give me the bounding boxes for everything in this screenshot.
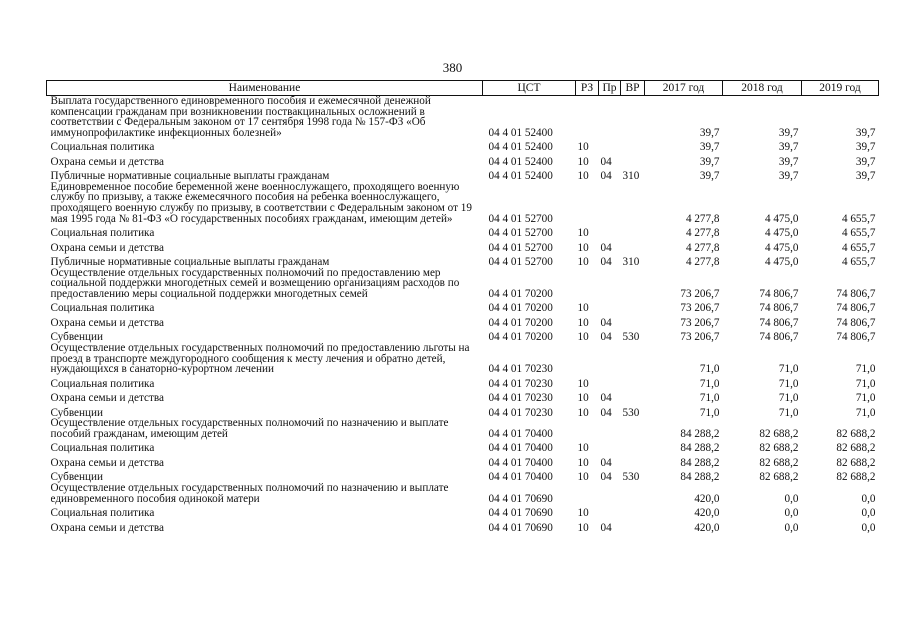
- table-row: [47, 329, 879, 344]
- cell-y2019: 82 688,2: [836, 442, 876, 455]
- table-body: [47, 96, 879, 534]
- table-row: [47, 300, 879, 315]
- cell-name: Осуществление отдельных государственных полномочий по предоставлению мер социальной поддержки многодетных семей и возмещению организациям расходов по предоставлению меры социальной поддержки многодетных семей: [50, 266, 460, 300]
- table-row: [47, 375, 879, 390]
- cell-cst: 04 4 01 70400: [488, 427, 553, 440]
- cell-y2018: 4 475,0: [764, 227, 799, 240]
- cell-y2018: 82 688,2: [759, 427, 799, 440]
- cell-name: Единовременное пособие беременной жене военнослужащего, проходящего военную службу по призыву, а также ежемесячного пособия на ребенка военнослужащего, проходящего военную службу по призыву, в соответствии с Федеральным законом от 19 мая 1995 года № 81-ФЗ «О государственных пособиях гражданам, имеющим детей»: [50, 180, 472, 225]
- cell-y2019: 0,0: [861, 521, 876, 534]
- cell-pr: 04: [600, 471, 612, 484]
- table-row: [47, 519, 879, 534]
- cell-name: Охрана семьи и детства: [50, 392, 164, 405]
- cell-y2018: 74 806,7: [759, 287, 799, 300]
- cell-rz: 10: [577, 241, 589, 254]
- table-row: [47, 253, 879, 268]
- cell-y2018: 4 475,0: [764, 256, 799, 269]
- cell-vr: [621, 314, 645, 329]
- cell-y2019: 0,0: [861, 507, 876, 520]
- cell-rz: 10: [577, 170, 589, 183]
- cell-rz: 10: [577, 442, 589, 455]
- cell-vr: 530: [622, 471, 640, 484]
- cell-vr: [621, 440, 645, 455]
- cell-name: Выплата государственного единовременного пособия и ежемесячной денежной компенсации гражданам при возникновении поствакцинальных осложнений в соответствии с Федеральным законом от 17 сентября 1998 года № 157-ФЗ «Об иммунопрофилактике инфекционных болезней»: [50, 95, 431, 139]
- cell-y2019: 71,0: [855, 363, 876, 376]
- cell-y2017: 420,0: [694, 521, 720, 534]
- cell-vr: [621, 300, 645, 315]
- table-row: [47, 440, 879, 455]
- cell-y2017: 73 206,7: [680, 331, 720, 344]
- table-row: [47, 182, 879, 224]
- cell-vr: [621, 418, 645, 439]
- cell-vr: [621, 153, 645, 168]
- cell-y2017: 71,0: [699, 392, 720, 405]
- cell-cst: 04 4 01 70230: [488, 392, 553, 405]
- cell-pr: [599, 138, 621, 153]
- cell-y2019: 82 688,2: [836, 427, 876, 440]
- table-row: [47, 224, 879, 239]
- cell-y2018: 4 475,0: [764, 212, 799, 225]
- cell-y2017: 39,7: [699, 170, 720, 183]
- cell-pr: [599, 504, 621, 519]
- cell-y2018: 71,0: [778, 363, 799, 376]
- cell-cst: 04 4 01 52400: [488, 141, 553, 154]
- cell-rz: 10: [577, 302, 589, 315]
- cell-rz: 10: [577, 316, 589, 329]
- cell-y2018: 4 475,0: [764, 241, 799, 254]
- cell-rz: 10: [577, 456, 589, 469]
- cell-vr: 310: [622, 170, 640, 183]
- cell-y2018: 74 806,7: [759, 316, 799, 329]
- cell-pr: [599, 300, 621, 315]
- header-pr: Пр: [599, 81, 621, 96]
- cell-y2018: 39,7: [778, 126, 799, 139]
- cell-name: Социальная политика: [50, 141, 155, 154]
- cell-cst: 04 4 01 52700: [488, 256, 553, 269]
- cell-y2017: 4 277,8: [685, 256, 720, 269]
- cell-vr: [621, 224, 645, 239]
- cell-name: Субвенции: [50, 471, 103, 484]
- cell-cst: 04 4 01 70230: [488, 363, 553, 376]
- cell-rz: 10: [577, 377, 589, 390]
- cell-y2019: 4 655,7: [841, 241, 876, 254]
- table-row: [47, 314, 879, 329]
- cell-pr: [599, 96, 621, 139]
- table-row: [47, 239, 879, 254]
- table-row: [47, 96, 879, 139]
- cell-y2018: 71,0: [778, 392, 799, 405]
- cell-pr: 04: [600, 406, 612, 419]
- cell-y2017: 71,0: [699, 363, 720, 376]
- cell-y2019: 4 655,7: [841, 212, 876, 225]
- cell-pr: [599, 375, 621, 390]
- cell-name: Социальная политика: [50, 377, 155, 390]
- cell-y2019: 39,7: [855, 141, 876, 154]
- cell-cst: 04 4 01 52400: [488, 155, 553, 168]
- cell-pr: [599, 268, 621, 300]
- cell-y2018: 39,7: [778, 170, 799, 183]
- cell-y2018: 82 688,2: [759, 471, 799, 484]
- cell-pr: 04: [600, 331, 612, 344]
- cell-name: Охрана семьи и детства: [50, 521, 164, 534]
- cell-name: Охрана семьи и детства: [50, 155, 164, 168]
- cell-cst: 04 4 01 70690: [488, 521, 553, 534]
- cell-y2017: 71,0: [699, 377, 720, 390]
- cell-name: Социальная политика: [50, 227, 155, 240]
- cell-y2018: 0,0: [784, 492, 799, 505]
- table-row: [47, 268, 879, 300]
- table-row: [47, 153, 879, 168]
- cell-y2019: 4 655,7: [841, 227, 876, 240]
- table-row: [47, 138, 879, 153]
- cell-pr: 04: [600, 521, 612, 534]
- cell-vr: [621, 182, 645, 224]
- cell-y2017: 71,0: [699, 406, 720, 419]
- cell-cst: 04 4 01 70200: [488, 316, 553, 329]
- cell-rz: [576, 96, 599, 139]
- cell-cst: 04 4 01 70690: [488, 492, 553, 505]
- table-row: [47, 504, 879, 519]
- cell-y2017: 73 206,7: [680, 302, 720, 315]
- table-row: [47, 418, 879, 439]
- cell-cst: 04 4 01 70230: [488, 377, 553, 390]
- table-row: [47, 469, 879, 484]
- cell-y2019: 71,0: [855, 406, 876, 419]
- cell-cst: 04 4 01 52400: [488, 126, 553, 139]
- cell-vr: [621, 389, 645, 404]
- cell-name: Осуществление отдельных государственных полномочий по назначению и выплате единовременного пособия одинокой матери: [50, 482, 449, 505]
- cell-cst: 04 4 01 70400: [488, 456, 553, 469]
- cell-cst: 04 4 01 70200: [488, 302, 553, 315]
- cell-pr: 04: [600, 170, 612, 183]
- cell-y2019: 0,0: [861, 492, 876, 505]
- cell-y2019: 74 806,7: [836, 331, 876, 344]
- cell-vr: [621, 504, 645, 519]
- cell-rz: [576, 483, 599, 504]
- cell-cst: 04 4 01 52700: [488, 241, 553, 254]
- table-row: [47, 167, 879, 182]
- cell-y2017: 39,7: [699, 155, 720, 168]
- cell-y2018: 74 806,7: [759, 302, 799, 315]
- cell-rz: [576, 268, 599, 300]
- header-rz: РЗ: [576, 81, 599, 96]
- cell-y2019: 4 655,7: [841, 256, 876, 269]
- cell-pr: [599, 182, 621, 224]
- cell-pr: 04: [600, 316, 612, 329]
- table-row: [47, 343, 879, 375]
- cell-y2019: 74 806,7: [836, 316, 876, 329]
- header-cst: ЦСТ: [483, 81, 576, 96]
- cell-y2017: 39,7: [699, 141, 720, 154]
- cell-y2017: 4 277,8: [685, 212, 720, 225]
- cell-y2019: 39,7: [855, 126, 876, 139]
- cell-y2019: 71,0: [855, 377, 876, 390]
- cell-cst: 04 4 01 70200: [488, 287, 553, 300]
- cell-y2017: 4 277,8: [685, 227, 720, 240]
- cell-pr: 04: [600, 256, 612, 269]
- cell-name: Охрана семьи и детства: [50, 241, 164, 254]
- cell-y2017: 420,0: [694, 492, 720, 505]
- cell-vr: [621, 519, 645, 534]
- cell-cst: 04 4 01 70230: [488, 406, 553, 419]
- table-row: [47, 389, 879, 404]
- cell-name: Субвенции: [50, 406, 103, 419]
- cell-y2018: 74 806,7: [759, 331, 799, 344]
- cell-name: Социальная политика: [50, 442, 155, 455]
- cell-rz: [576, 182, 599, 224]
- cell-vr: 310: [622, 256, 640, 269]
- cell-vr: [621, 268, 645, 300]
- cell-name: Социальная политика: [50, 302, 155, 315]
- cell-vr: [621, 454, 645, 469]
- table-row: [47, 454, 879, 469]
- cell-rz: 10: [577, 331, 589, 344]
- cell-vr: [621, 239, 645, 254]
- header-name: Наименование: [47, 81, 483, 96]
- cell-rz: 10: [577, 392, 589, 405]
- cell-cst: 04 4 01 52400: [488, 170, 553, 183]
- cell-y2018: 39,7: [778, 141, 799, 154]
- cell-pr: [599, 418, 621, 439]
- cell-vr: 530: [622, 331, 640, 344]
- cell-cst: 04 4 01 70400: [488, 442, 553, 455]
- cell-y2017: 73 206,7: [680, 316, 720, 329]
- cell-y2019: 39,7: [855, 155, 876, 168]
- cell-rz: 10: [577, 471, 589, 484]
- cell-cst: 04 4 01 70400: [488, 471, 553, 484]
- cell-name: Охрана семьи и детства: [50, 456, 164, 469]
- cell-pr: 04: [600, 456, 612, 469]
- cell-y2018: 0,0: [784, 507, 799, 520]
- cell-y2019: 39,7: [855, 170, 876, 183]
- cell-rz: 10: [577, 256, 589, 269]
- cell-pr: [599, 224, 621, 239]
- table-row: [47, 483, 879, 504]
- cell-cst: 04 4 01 52700: [488, 212, 553, 225]
- cell-vr: [621, 96, 645, 139]
- header-2019: 2019 год: [802, 81, 879, 96]
- table-row: [47, 404, 879, 419]
- cell-y2019: 74 806,7: [836, 287, 876, 300]
- cell-rz: 10: [577, 521, 589, 534]
- budget-table: [46, 80, 879, 533]
- cell-rz: [576, 418, 599, 439]
- cell-rz: 10: [577, 155, 589, 168]
- cell-rz: [576, 343, 599, 375]
- cell-name: Публичные нормативные социальные выплаты гражданам: [50, 170, 330, 183]
- cell-pr: [599, 483, 621, 504]
- cell-name: Осуществление отдельных государственных полномочий по предоставлению льготы на проезд в транспорте междугородного сообщения к месту лечения и обратно детей, нуждающихся в санаторно-курортном лечении: [50, 342, 470, 376]
- cell-pr: [599, 440, 621, 455]
- cell-y2018: 82 688,2: [759, 442, 799, 455]
- cell-rz: 10: [577, 406, 589, 419]
- cell-vr: [621, 375, 645, 390]
- cell-y2017: 84 288,2: [680, 442, 720, 455]
- cell-y2018: 82 688,2: [759, 456, 799, 469]
- cell-pr: [599, 343, 621, 375]
- cell-y2019: 82 688,2: [836, 456, 876, 469]
- cell-y2017: 84 288,2: [680, 456, 720, 469]
- page-number: 380: [442, 60, 463, 75]
- cell-rz: 10: [577, 141, 589, 154]
- cell-name: Социальная политика: [50, 507, 155, 520]
- cell-y2018: 0,0: [784, 521, 799, 534]
- cell-y2017: 4 277,8: [685, 241, 720, 254]
- cell-vr: [621, 138, 645, 153]
- cell-y2019: 82 688,2: [836, 471, 876, 484]
- cell-name: Осуществление отдельных государственных полномочий по назначению и выплате пособий гражданам, имеющим детей: [50, 417, 449, 440]
- cell-pr: 04: [600, 392, 612, 405]
- cell-vr: [621, 343, 645, 375]
- cell-name: Субвенции: [50, 331, 103, 344]
- header-vr: ВР: [621, 81, 645, 96]
- cell-rz: 10: [577, 507, 589, 520]
- cell-pr: 04: [600, 155, 612, 168]
- header-2018: 2018 год: [723, 81, 802, 96]
- cell-y2019: 71,0: [855, 392, 876, 405]
- cell-y2019: 74 806,7: [836, 302, 876, 315]
- cell-cst: 04 4 01 70200: [488, 331, 553, 344]
- cell-vr: 530: [622, 406, 640, 419]
- cell-y2017: 84 288,2: [680, 427, 720, 440]
- cell-rz: 10: [577, 227, 589, 240]
- cell-cst: 04 4 01 70690: [488, 507, 553, 520]
- cell-y2017: 84 288,2: [680, 471, 720, 484]
- cell-vr: [621, 483, 645, 504]
- cell-y2017: 73 206,7: [680, 287, 720, 300]
- header-2017: 2017 год: [645, 81, 723, 96]
- cell-y2018: 71,0: [778, 377, 799, 390]
- cell-name: Охрана семьи и детства: [50, 316, 164, 329]
- cell-y2017: 420,0: [694, 507, 720, 520]
- cell-cst: 04 4 01 52700: [488, 227, 553, 240]
- cell-name: Публичные нормативные социальные выплаты гражданам: [50, 256, 330, 269]
- cell-pr: 04: [600, 241, 612, 254]
- cell-y2018: 39,7: [778, 155, 799, 168]
- cell-y2017: 39,7: [699, 126, 720, 139]
- table-header-row: [47, 81, 879, 96]
- cell-y2018: 71,0: [778, 406, 799, 419]
